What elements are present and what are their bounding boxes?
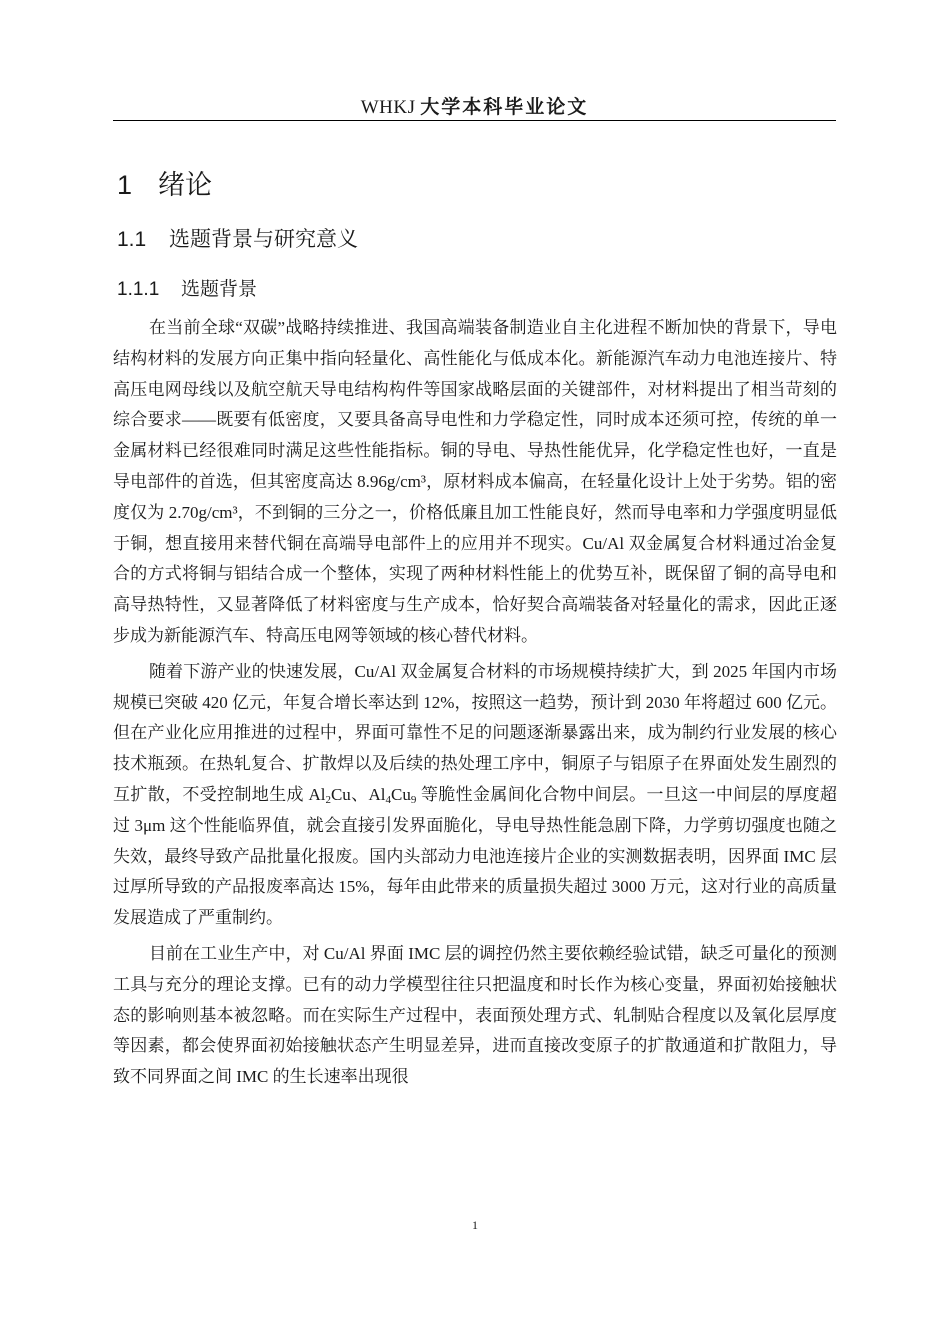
paragraph-current-status: 目前在工业生产中，对 Cu/Al 界面 IMC 层的调控仍然主要依赖经验试错，缺乏可量化的预测工具与充分的理论支撑。已有的动力学模型往往只把温度和时长作为核心变量，界面初始接触状态的影响则基本被忽略。而在实际生产过程中，表面预处理方式、轧制贴合程度以及氧化层厚度等因素，都会使界面初始接触状态产生明显差异，进而直接改变原子的扩散通道和扩散阻力，导致不同界面之间 IMC 的生长速率出现很 [113, 943, 837, 1087]
subsection-heading [117, 275, 257, 304]
chapter-number: 1 [117, 170, 133, 200]
subscript-al2: 2 [325, 793, 331, 806]
paragraph-background: 在当前全球“双碳”战略持续推进、我国高端装备制造业自主化进程不断加快的背景下，导电结构材料的发展方向正集中指向轻量化、高性能化与低成本化。新能源汽车动力电池连接片、特高压电网母线以及航空航天导电结构构件等国家战略层面的关键部件，对材料提出了相当苛刻的综合要求——既要有低密度，又要具备高导电性和力学稳定性，同时成本还须可控，传统的单一金属材料已经很难同时满足这些性能指标。铜的导电、导热性能优异，化学稳定性也好，一直是导电部件的首选，但其密度高达 8.96g/cm³，原材料成本偏高，在轻量化设计上处于劣势。铝的密度仅为 2.70g/cm³，不到铜的三分之一，价格低廉且加工性能良好，然而导电率和力学强度明显低于铜，想直接用来替代铜在高端导电部件上的应用并不现实。Cu/Al 双金属复合材料通过冶金复合的方式将铜与铝结合成一个整体，实现了两种材料性能上的优势互补，既保留了铜的高导电和高导热特性，又显著降低了材料密度与生产成本，恰好契合高端装备对轻量化的需求，因此正逐步成为新能源汽车、特高压电网等领域的核心替代材料。 [113, 318, 837, 645]
paragraph-market-text-2: Cu、Al [330, 784, 386, 804]
paragraph-market [113, 657, 837, 934]
section-title: 选题背景与研究意义 [169, 227, 358, 251]
paragraph-market-text-3: Cu [391, 784, 411, 804]
header-school-code: WHKJ [360, 97, 416, 118]
subscript-cu9: 9 [410, 793, 417, 806]
header-thesis-title: 大学本科毕业论文 [420, 96, 589, 118]
paragraph-market-text-4: 等脆性金属间化合物中间层。一旦这一中间层的厚度超过 3μm 这个性能临界值，就会直接引发界面脆化，导电导热性能急剧下降，力学剪切强度也随之失效，最终导致产品批量化报废。国内头部动力电池连接片企业的实测数据表明，因界面 IMC 层过厚所导致的产品报废率高达 15%，每年由此带来的质量损失超过 3000 万元，这对行业的高质量发展造成了严重制约。 [113, 784, 838, 928]
chapter-title: 绪论 [158, 170, 212, 201]
chapter-heading [117, 167, 212, 204]
subsection-number: 1.1.1 [117, 279, 160, 300]
body-text [113, 313, 837, 1098]
running-header [113, 94, 836, 121]
subscript-al4: 4 [385, 793, 392, 806]
page-number: 1 [472, 1218, 478, 1232]
subsection-title: 选题背景 [181, 278, 258, 300]
section-number: 1.1 [117, 228, 147, 251]
section-heading [117, 224, 358, 255]
paragraph-market-text-1: 随着下游产业的快速发展，Cu/Al 双金属复合材料的市场规模持续扩大，到 2025 年国内市场规模已突破 420 亿元，年复合增长率达到 12%，按照这一趋势，预计到 2030 年将超过 600 亿元。但在产业化应用推进的过程中，界面可靠性不足的问题逐渐暴露出来，成为制约行业发展的核心技术瓶颈。在热轧复合、扩散焊以及后续的热处理工序中，铜原子与铝原子在界面处发生剧烈的互扩散，不受控制地生成 Al [113, 661, 837, 804]
